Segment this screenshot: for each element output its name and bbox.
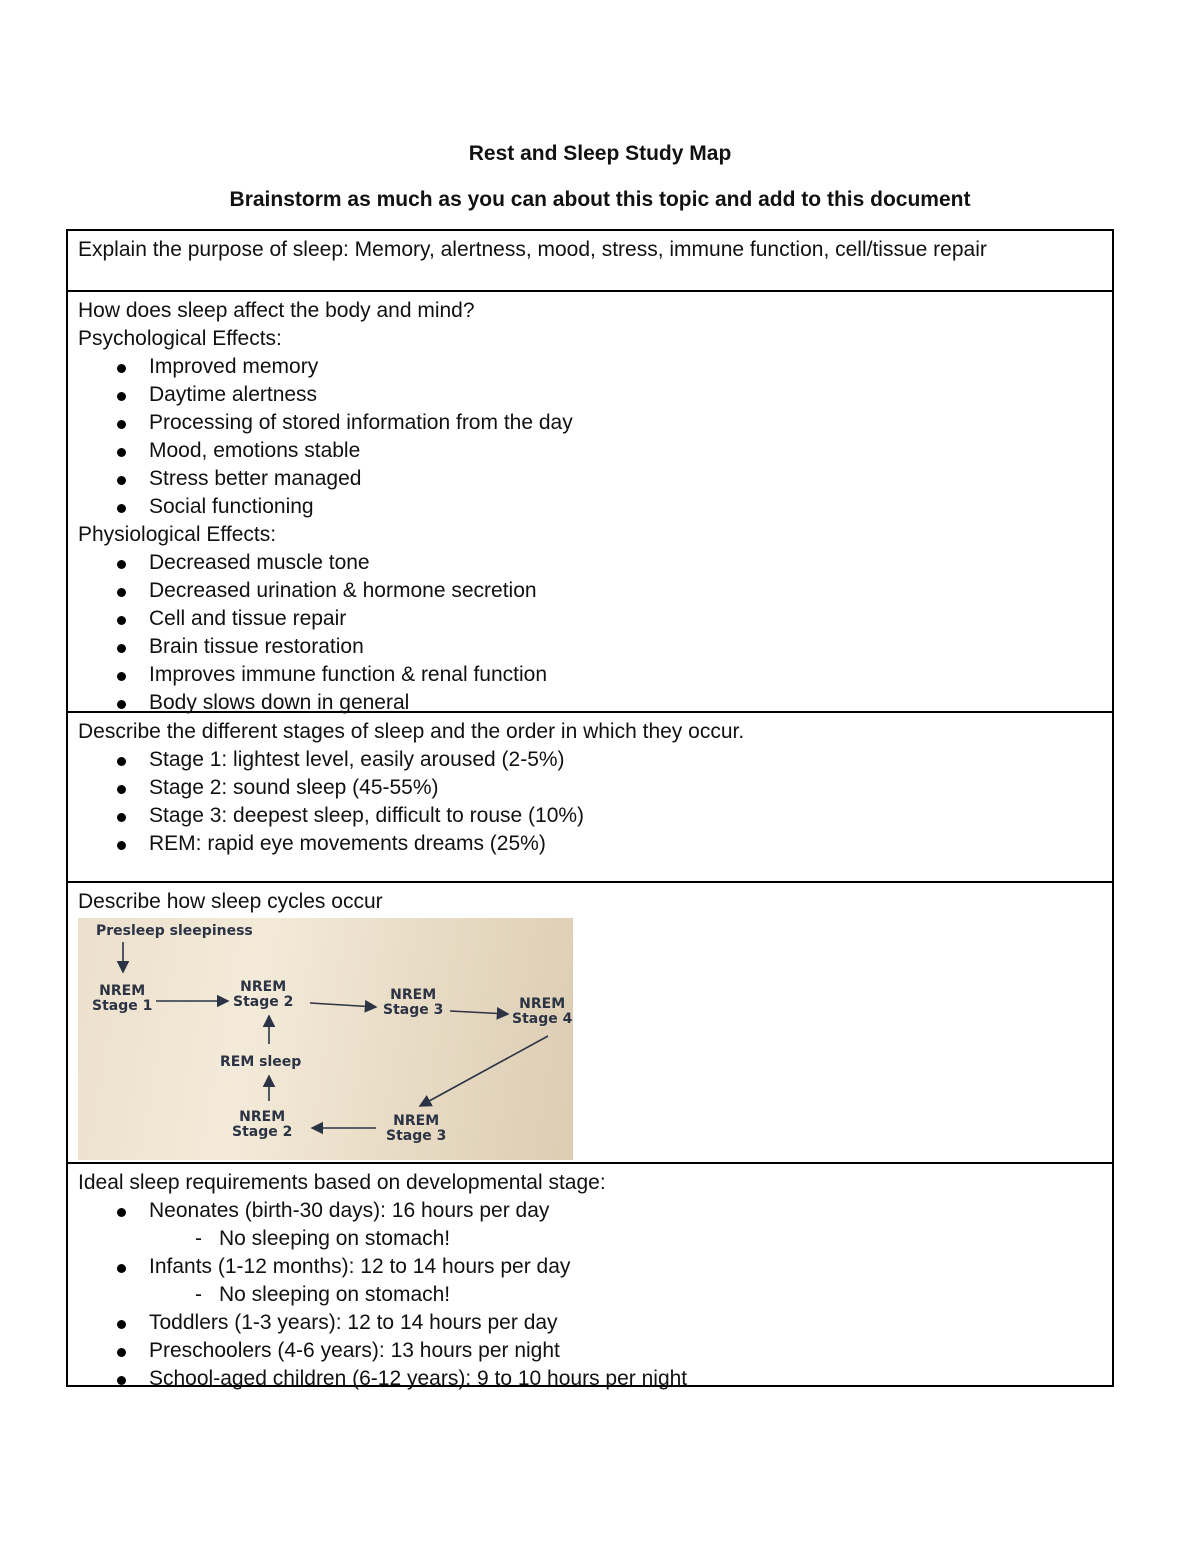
cycles-question: Describe how sleep cycles occur	[78, 890, 383, 913]
list-item: Stage 2: sound sleep (45-55%)	[78, 774, 1102, 802]
list-item: Toddlers (1-3 years): 12 to 14 hours per day	[78, 1309, 1102, 1337]
list-item: Preschoolers (4-6 years): 13 hours per night	[78, 1337, 1102, 1365]
nrem-stage4-line1: NREM	[519, 996, 566, 1012]
nrem-stage2b-label	[232, 1110, 292, 1140]
list-item: Improves immune function & renal function	[78, 661, 1102, 689]
requirements-cell	[68, 1164, 1112, 1390]
list-item: Decreased muscle tone	[78, 549, 1102, 577]
nrem-stage3b-line2: Stage 3	[386, 1128, 447, 1144]
nrem-stage3-label	[383, 988, 443, 1018]
page-subtitle: Brainstorm as much as you can about this topic and add to this document	[229, 188, 971, 211]
nrem-stage2b-line2: Stage 2	[232, 1124, 293, 1140]
nrem-stage2-line1: NREM	[240, 979, 287, 995]
list-item: Infants (1-12 months): 12 to 14 hours per day	[78, 1253, 1102, 1281]
list-item: Cell and tissue repair	[78, 605, 1102, 633]
nrem-stage1-line1: NREM	[99, 983, 146, 999]
rem-sleep-label: REM sleep	[220, 1054, 302, 1070]
nrem-stage3-line2: Stage 3	[383, 1002, 444, 1018]
arrow-2-3	[310, 1003, 376, 1007]
list-item: Processing of stored information from the day	[78, 409, 1102, 437]
list-item: Brain tissue restoration	[78, 633, 1102, 661]
list-item: Body slows down in general	[78, 689, 1102, 717]
list-item: School-aged children (6-12 years): 9 to 10 hours per night	[78, 1365, 1102, 1393]
purpose-text: Explain the purpose of sleep: Memory, alertness, mood, stress, immune function, cell/tissue repair	[78, 238, 987, 261]
nrem-stage3b-label	[386, 1114, 446, 1144]
sleep-cycle-arrows	[78, 918, 573, 1160]
list-item: Stage 1: lightest level, easily aroused (2-5%)	[78, 746, 1102, 774]
nrem-stage2-label	[233, 980, 293, 1010]
arrow-4-3	[420, 1036, 548, 1106]
list-item: Mood, emotions stable	[78, 437, 1102, 465]
cycles-cell	[68, 883, 1112, 1164]
nrem-stage1-line2: Stage 1	[92, 998, 153, 1014]
list-item: Stage 3: deepest sleep, difficult to rouse (10%)	[78, 802, 1102, 830]
page-title: Rest and Sleep Study Map	[468, 142, 732, 165]
presleep-label: Presleep sleepiness	[96, 923, 253, 939]
list-item: Neonates (birth-30 days): 16 hours per day	[78, 1197, 1102, 1225]
list-item: Decreased urination & hormone secretion	[78, 577, 1102, 605]
study-map-table	[66, 229, 1114, 1390]
nrem-stage4-line2: Stage 4	[512, 1011, 573, 1027]
nrem-stage3-line1: NREM	[390, 987, 437, 1003]
list-item: Stress better managed	[78, 465, 1102, 493]
list-item: REM: rapid eye movements dreams (25%)	[78, 830, 1102, 858]
list-item: Social functioning	[78, 493, 1102, 521]
list-item: Improved memory	[78, 353, 1102, 381]
sub-list-item: - No sleeping on stomach!	[78, 1281, 1102, 1309]
nrem-stage4-label	[512, 997, 572, 1027]
sleep-cycle-diagram	[78, 918, 573, 1160]
requirements-question: Ideal sleep requirements based on developmental stage:	[78, 1171, 606, 1194]
nrem-stage2-line2: Stage 2	[233, 994, 294, 1010]
list-item: Daytime alertness	[78, 381, 1102, 409]
phys-heading: Physiological Effects:	[78, 523, 277, 546]
effects-question: How does sleep affect the body and mind?	[78, 299, 475, 322]
purpose-cell	[68, 231, 1112, 292]
nrem-stage1-label	[92, 984, 152, 1014]
psych-heading: Psychological Effects:	[78, 327, 282, 350]
sub-list-item: - No sleeping on stomach!	[78, 1225, 1102, 1253]
effects-cell	[68, 292, 1112, 713]
nrem-stage3b-line1: NREM	[393, 1113, 440, 1129]
stages-cell	[68, 713, 1112, 883]
arrow-3-4	[450, 1011, 508, 1014]
nrem-stage2b-line1: NREM	[239, 1109, 286, 1125]
stages-question: Describe the different stages of sleep and the order in which they occur.	[78, 720, 745, 743]
